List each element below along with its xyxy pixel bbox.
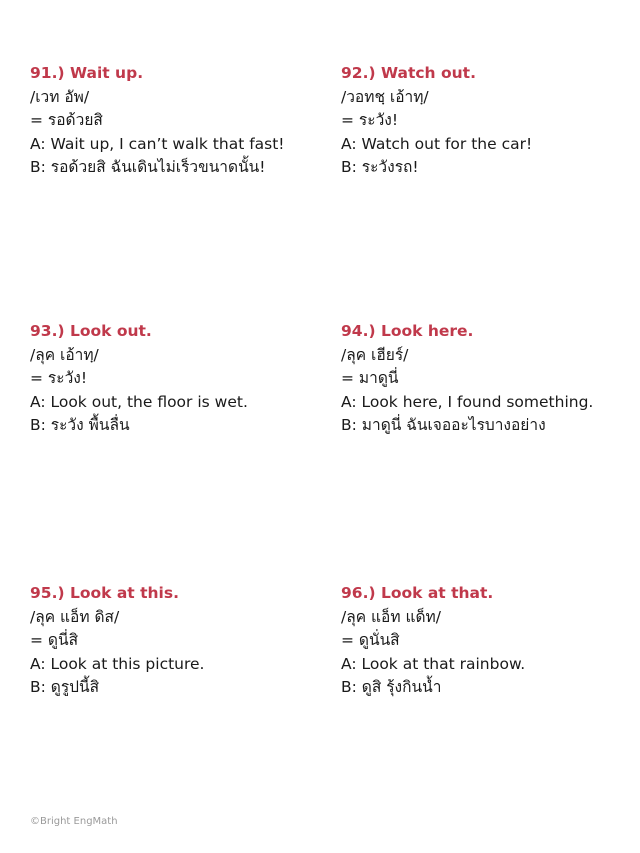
phrase-title: 94.) Look here. [341,322,474,340]
phrase-title: 96.) Look at that. [341,584,494,602]
pronunciation: /ลุค เฮียร์/ [341,345,409,364]
copyright-footer: ©Bright EngMath [30,816,118,827]
example-a: A: Look at this picture. [30,654,205,673]
meaning: = ระวัง! [30,369,88,387]
pronunciation: /เวท อัพ/ [30,87,90,106]
phrase-title: 92.) Watch out. [341,64,476,82]
example-a: A: Look here, I found something. [341,392,594,411]
pronunciation: /ลุค แอ็ท แด็ท/ [341,607,441,626]
phrase-card-95 [30,582,325,700]
meaning: = ดูนี่สิ [30,631,79,649]
pronunciation: /ลุค แอ็ท ดิส/ [30,607,120,626]
phrase-card-96 [341,582,636,700]
example-b: B: รอด้วยสิ ฉันเดินไม่เร็วขนาดนั้น! [30,158,266,176]
phrase-title: 93.) Look out. [30,322,152,340]
example-b: B: ดูสิ รุ้งกินน้ำ [341,678,442,696]
pronunciation: /วอทชฺ เอ้าทฺ/ [341,87,429,106]
meaning: = ดูนั่นสิ [341,631,400,649]
example-a: A: Look at that rainbow. [341,654,526,673]
pronunciation: /ลุค เอ้าทฺ/ [30,345,99,364]
phrase-card-93 [30,320,325,438]
meaning: = มาดูนี่ [341,369,399,387]
phrase-title: 95.) Look at this. [30,584,179,602]
example-a: A: Look out, the floor is wet. [30,392,248,411]
example-b: B: ดูรูปนี้สิ [30,678,100,696]
example-a: A: Wait up, I can’t walk that fast! [30,134,285,153]
example-b: B: มาดูนี่ ฉันเจออะไรบางอย่าง [341,416,546,434]
meaning: = ระวัง! [341,111,399,129]
example-a: A: Watch out for the car! [341,134,533,153]
example-b: B: ระวังรถ! [341,158,419,176]
example-b: B: ระวัง พื้นลื่น [30,416,130,434]
phrase-card-92 [341,62,636,180]
phrase-card-91 [30,62,325,180]
meaning: = รอด้วยสิ [30,111,103,129]
phrase-title: 91.) Wait up. [30,64,144,82]
phrase-card-94 [341,320,636,438]
